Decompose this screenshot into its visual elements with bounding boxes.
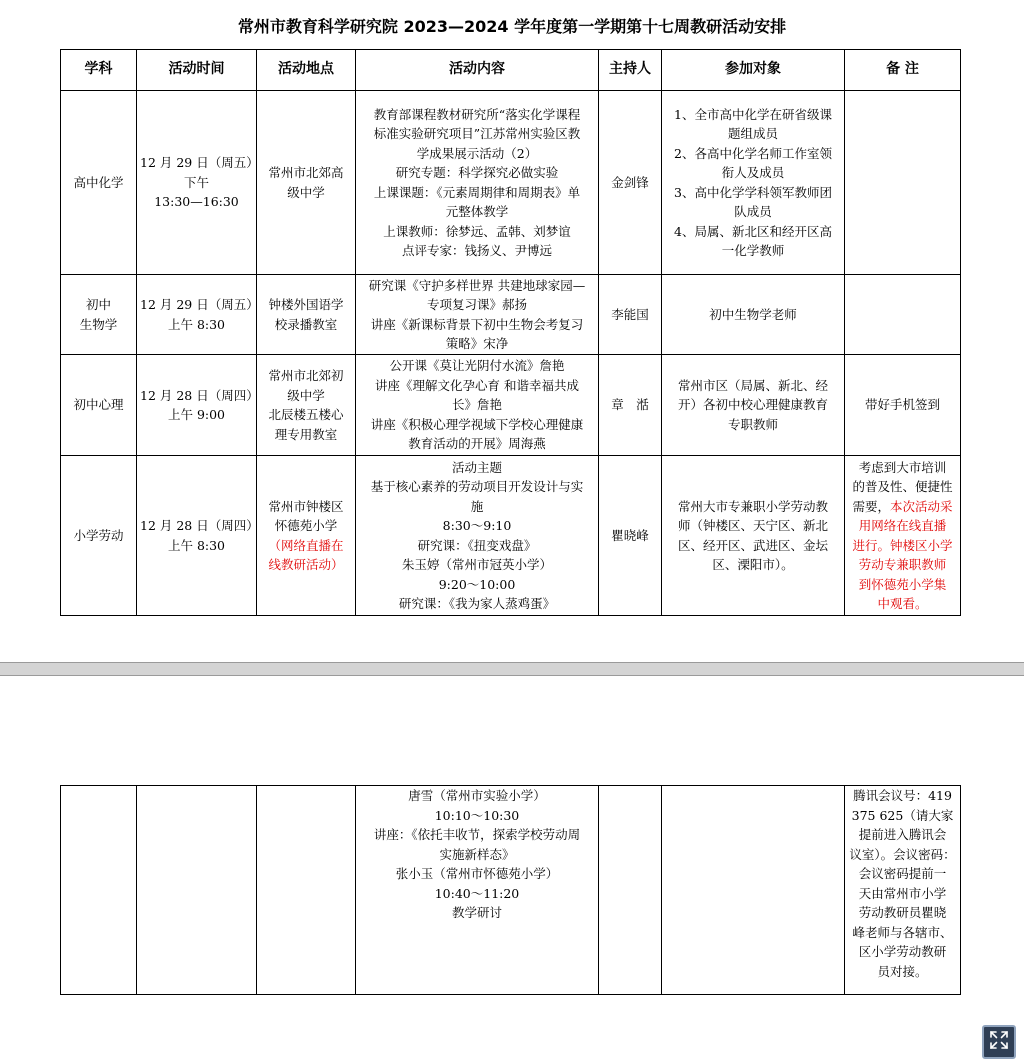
time-line: 上午 8:30 — [167, 316, 226, 332]
content-line: 点评专家：钱扬义、尹博远 — [401, 243, 552, 258]
subject-cell — [61, 786, 137, 995]
content-line: 施 — [470, 498, 484, 514]
content-line: 元整体教学 — [445, 204, 509, 219]
content-cell — [356, 786, 599, 995]
content-cell — [356, 456, 599, 616]
host-cell — [599, 786, 662, 995]
participants-line: 常州大市专兼职小学劳动教 — [677, 498, 828, 514]
content-line: 基于核心素养的劳动项目开发设计与实 — [370, 479, 584, 494]
participants-cell — [662, 91, 845, 275]
location-line: 级中学 — [287, 387, 325, 403]
notes-line: 劳动教研员瞿晓 — [858, 905, 947, 920]
notes-line: 峰老师与各辖市、 — [852, 924, 953, 940]
content-line: 8:30～9:10 — [442, 518, 512, 533]
participants-line: 4、局属、新北区和经开区高 — [674, 223, 832, 239]
content-line: 教育部课程教材研究所“落实化学课程 — [373, 106, 581, 122]
document-page-2 — [0, 676, 1024, 1063]
participants-line: 开）各初中校心理健康教育 — [677, 397, 828, 413]
participants-line: 1、全市高中化学在研省级课 — [674, 106, 832, 122]
content-line: 活动主题 — [451, 459, 502, 475]
location-cell — [257, 91, 356, 275]
subject-line: 初中 — [85, 297, 111, 312]
content-line: 10:10～10:30 — [434, 807, 520, 823]
participants-line: 常州市区（局属、新北、经 — [677, 377, 828, 393]
notes-text: 需要， — [852, 498, 890, 514]
location-line: 校录播教室 — [274, 316, 338, 332]
subject-cell: 高中化学 — [61, 91, 137, 275]
content-line: 讲座：《依托丰收节，探索学校劳动周 — [373, 827, 581, 842]
time-cell — [137, 355, 257, 456]
time-line: 12 月 28 日（周四） — [140, 518, 259, 533]
notes-line: 员对接。 — [877, 963, 928, 979]
content-line: 研究课：《扭变戏盘》 — [417, 537, 537, 553]
time-cell — [137, 786, 257, 995]
content-line: 唐雪（常州市实验小学） — [408, 788, 546, 803]
time-cell — [137, 91, 257, 275]
content-line: 教学研讨 — [451, 905, 502, 920]
notes-line: 天由常州市小学 — [858, 885, 947, 901]
fullscreen-icon — [989, 1030, 1009, 1054]
table-row — [61, 91, 961, 275]
location-cell — [257, 456, 356, 616]
content-line: 研究课：《我为家人蒸鸡蛋》 — [398, 596, 556, 611]
content-line: 研究课《守护多样世界 共建地球家园— — [368, 277, 586, 293]
content-line: 策略》宋净 — [445, 336, 509, 351]
notes-cell — [845, 275, 961, 355]
table-row — [61, 275, 961, 355]
notes-cell: 带好手机签到 — [845, 355, 961, 456]
location-red-line: 线教研活动） — [268, 557, 344, 572]
content-line: 讲座《新课标背景下初中生物会考复习 — [370, 316, 584, 332]
location-cell — [257, 275, 356, 355]
header-subject: 学科 — [61, 50, 137, 91]
table-header-row — [61, 50, 961, 91]
location-line: 怀德苑小学 — [274, 518, 338, 533]
time-line: 下午 — [183, 174, 209, 190]
host-cell: 瞿晓峰 — [599, 456, 662, 616]
location-line: 常州市北郊高 — [268, 165, 344, 180]
content-line: 标准实验研究项目”江苏常州实验区教 — [373, 126, 581, 141]
location-line: 常州市北郊初 — [268, 368, 344, 383]
participants-line: 3、高中化学学科领军教师团 — [674, 184, 832, 200]
notes-red-line: 中观看。 — [877, 596, 928, 611]
location-line: 级中学 — [287, 184, 325, 200]
content-line: 讲座《理解文化孕心育 和谐幸福共成 — [375, 377, 579, 393]
participants-cell — [662, 456, 845, 616]
time-line: 12 月 29 日（周五） — [140, 297, 259, 312]
content-cell — [356, 275, 599, 355]
participants-line: 区、经开区、武进区、金坛 — [677, 537, 828, 553]
header-content: 活动内容 — [356, 50, 599, 91]
notes-cell — [845, 786, 961, 995]
content-line: 研究专题：科学探究必做实验 — [395, 165, 559, 180]
location-cell — [257, 786, 356, 995]
subject-cell: 小学劳动 — [61, 456, 137, 616]
host-cell: 章 湉 — [599, 355, 662, 456]
location-line: 北辰楼五楼心 — [268, 407, 344, 422]
time-line: 13:30—16:30 — [154, 194, 239, 210]
host-cell: 李能国 — [599, 275, 662, 355]
subject-line: 生物学 — [79, 316, 118, 332]
content-line: 朱玉婷（常州市冠英小学） — [401, 557, 552, 572]
location-cell — [257, 355, 356, 456]
header-time: 活动时间 — [137, 50, 257, 91]
notes-red-line: 劳动专兼职教师 — [858, 557, 947, 572]
participants-cell: 初中生物学老师 — [662, 275, 845, 355]
participants-line: 师（钟楼区、天宁区、新北 — [677, 518, 828, 533]
content-line: 上课课题：《元素周期律和周期表》单 — [373, 184, 581, 200]
content-line: 专项复习课》郝扬 — [426, 297, 527, 312]
notes-red-line: 进行。钟楼区小学 — [852, 537, 953, 553]
time-line: 上午 8:30 — [167, 537, 226, 553]
content-cell — [356, 355, 599, 456]
participants-line: 衔人及成员 — [721, 165, 785, 180]
participants-line: 2、各高中化学名师工作室领 — [674, 145, 832, 161]
notes-red-line: 用网络在线直播 — [858, 518, 947, 533]
content-line: 学成果展示活动（2） — [416, 145, 538, 161]
content-cell — [356, 91, 599, 275]
host-cell: 金剑锋 — [599, 91, 662, 275]
content-line: 公开课《莫让光阴付水流》詹艳 — [389, 358, 565, 374]
header-location: 活动地点 — [257, 50, 356, 91]
location-red-line: （网络直播在 — [268, 537, 344, 553]
location-line: 理专用教室 — [274, 426, 338, 442]
notes-cell — [845, 91, 961, 275]
content-line: 张小玉（常州市怀德苑小学） — [395, 866, 559, 881]
time-line: 12 月 28 日（周四） — [140, 387, 259, 403]
table-row — [61, 456, 961, 616]
time-line: 12 月 29 日（周五） — [140, 155, 259, 171]
participants-cell — [662, 786, 845, 995]
schedule-table-continued — [60, 785, 961, 995]
notes-cell — [845, 456, 961, 616]
participants-cell — [662, 355, 845, 456]
page-title: 常州市教育科学研究院 2023—2024 学年度第一学期第十七周教研活动安排 — [237, 17, 787, 36]
notes-line: 区小学劳动教研 — [858, 944, 947, 959]
participants-line: 专职教师 — [727, 416, 778, 432]
notes-line: 的普及性、便捷性 — [852, 479, 953, 494]
participants-line: 题组成员 — [727, 126, 778, 141]
notes-line: 375 625（请大家 — [851, 807, 954, 823]
location-line: 常州市钟楼区 — [268, 498, 344, 514]
notes-red-line: 到怀德苑小学集 — [858, 576, 947, 592]
time-line: 上午 9:00 — [167, 407, 226, 422]
location-line: 钟楼外国语学 — [268, 297, 344, 312]
content-line: 长》詹艳 — [451, 397, 502, 413]
time-cell — [137, 275, 257, 355]
content-line: 实施新样态》 — [439, 846, 515, 862]
content-line: 教育活动的开展》周海燕 — [408, 436, 546, 452]
fullscreen-button[interactable] — [982, 1025, 1016, 1059]
time-cell — [137, 456, 257, 616]
notes-line — [848, 497, 957, 517]
header-participants: 参加对象 — [662, 50, 845, 91]
header-notes: 备 注 — [845, 50, 961, 91]
subject-cell: 初中心理 — [61, 355, 137, 456]
notes-line: 议室）。会议密码： — [849, 846, 956, 862]
notes-line: 考虑到大市培训 — [858, 459, 947, 475]
notes-line: 腾讯会议号：419 — [853, 788, 952, 803]
participants-line: 队成员 — [734, 204, 772, 219]
content-line: 讲座《积极心理学视域下学校心理健康 — [370, 416, 584, 432]
content-line: 上课教师：徐梦远、孟韩、刘梦谊 — [383, 223, 571, 239]
participants-line: 区、溧阳市）。 — [712, 557, 794, 572]
table-row — [61, 786, 961, 995]
subject-cell — [61, 275, 137, 355]
notes-line: 会议密码提前一 — [858, 866, 947, 881]
header-host: 主持人 — [599, 50, 662, 91]
content-line: 9:20～10:00 — [438, 576, 516, 592]
table-row — [61, 355, 961, 456]
content-line: 10:40～11:20 — [434, 885, 520, 901]
page-separator — [0, 662, 1024, 676]
notes-red-text: 本次活动采 — [890, 498, 953, 514]
notes-line: 提前进入腾讯会 — [858, 827, 947, 842]
participants-line: 一化学教师 — [721, 243, 785, 258]
schedule-table — [60, 49, 961, 616]
